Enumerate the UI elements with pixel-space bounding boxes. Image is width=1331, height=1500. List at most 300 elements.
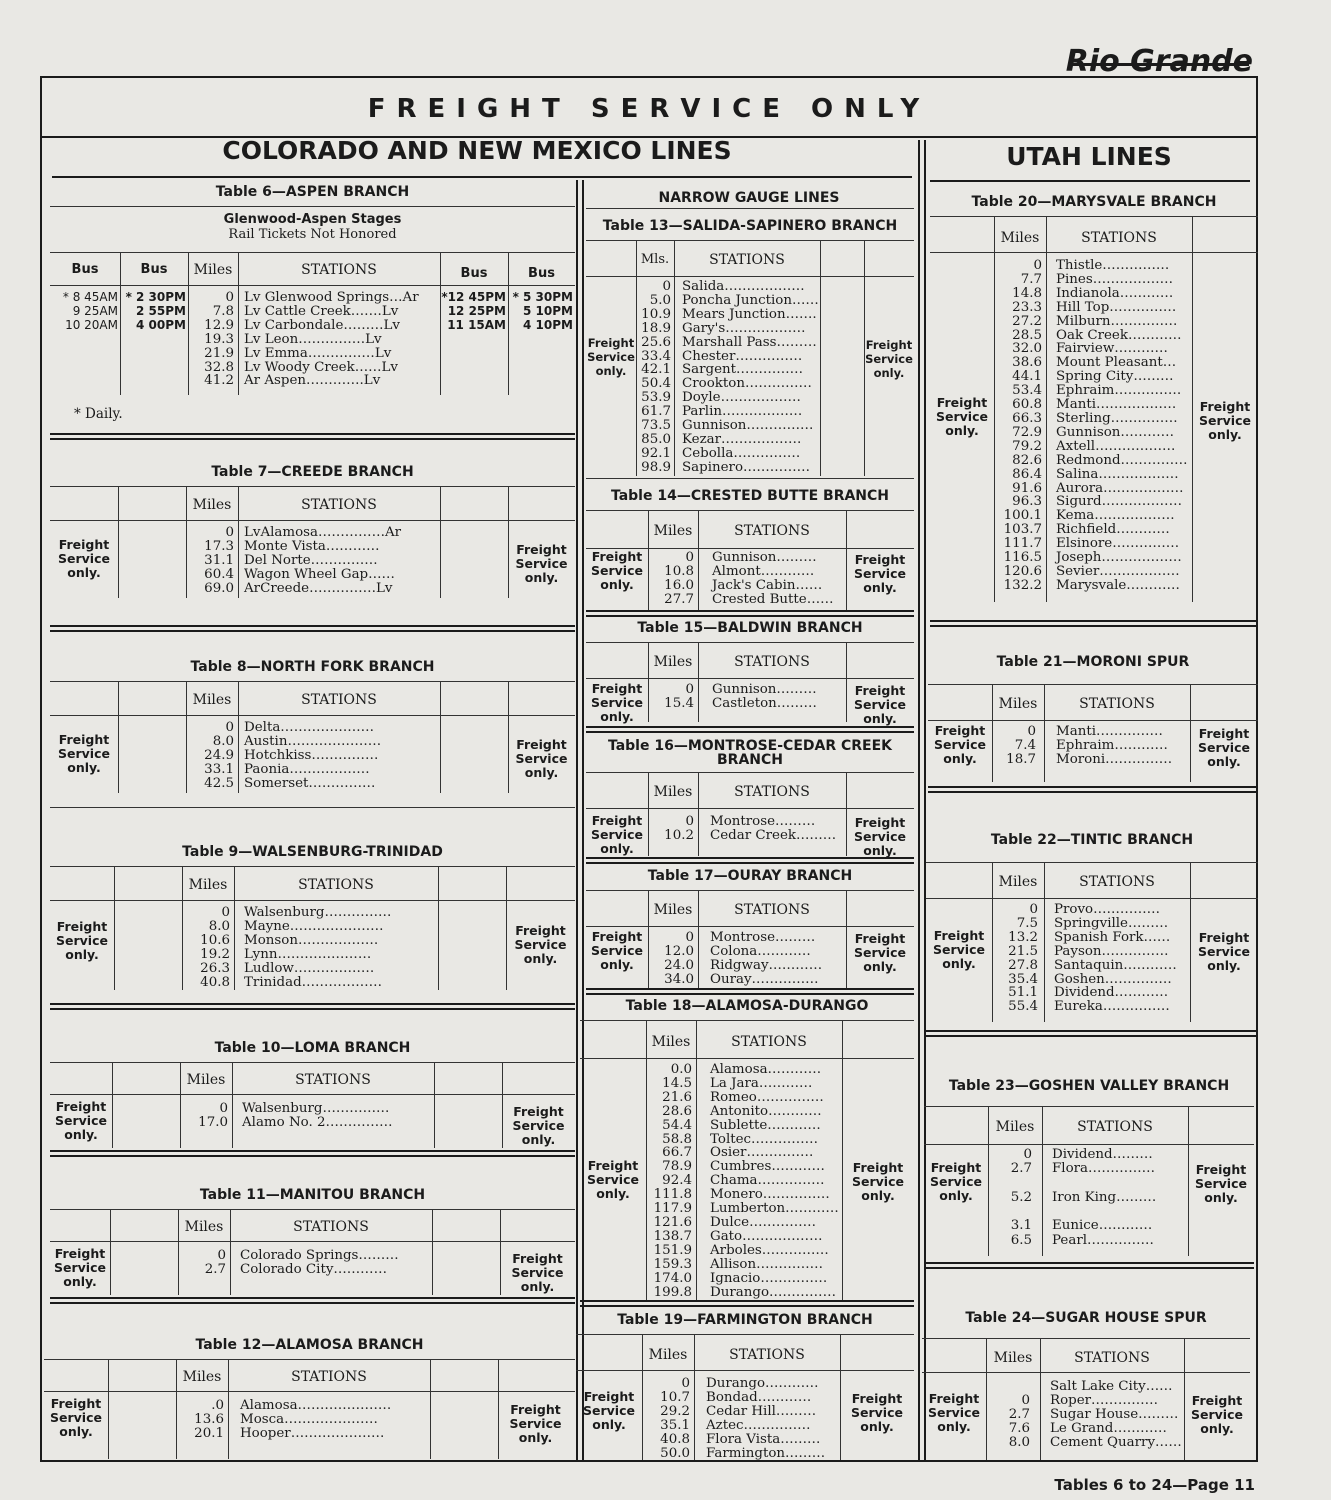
cell-text: Service (514, 937, 567, 952)
cell-text: Jack's Cabin…… (712, 577, 823, 593)
cell-text: Joseph……………… (1056, 550, 1182, 566)
miles-column (986, 1380, 1030, 1450)
cell-text: 0.0 (670, 1062, 692, 1077)
cell-text: Service (512, 1118, 565, 1133)
cell-text: Farmington……… (706, 1445, 826, 1461)
ruling-line (50, 1297, 575, 1299)
cell-text: Colona………… (710, 943, 811, 959)
cell-text: Service (933, 942, 985, 957)
miles-column (988, 1148, 1032, 1248)
cell-text: Arboles…………… (710, 1242, 829, 1258)
cell-text: only. (873, 366, 905, 380)
ruling-line (930, 216, 1258, 217)
freight-service-note (586, 814, 648, 856)
cell-text: 25.6 (641, 334, 671, 350)
cell-text: Monte Vista………… (244, 538, 380, 554)
cell-text: only. (863, 843, 897, 858)
cell-text: Roper…………… (1050, 1392, 1158, 1408)
cell-text: 0 (662, 279, 671, 294)
cell-text: 4 10PM (523, 317, 573, 332)
ruling-line (922, 1338, 1250, 1339)
ruling-line (1046, 216, 1047, 602)
column-header-stations: STATIONS (291, 1369, 367, 1385)
cell-text: Flora Vista……… (706, 1431, 821, 1447)
table-title-line-2: BRANCH (717, 752, 783, 768)
table-19-farmington-branch (576, 1310, 914, 1460)
column-header-stations: STATIONS (709, 252, 785, 268)
ruling-line (118, 486, 119, 598)
cell-text: Dividend……… (1052, 1147, 1153, 1162)
cell-text: 5 10PM (523, 303, 573, 318)
cell-text: 0 (1029, 902, 1038, 917)
table-23-goshen-valley-branch (924, 1074, 1254, 1269)
cell-text: Freight (56, 919, 108, 934)
cell-text: Sublette………… (710, 1117, 821, 1133)
cell-text: Ignacio…………… (710, 1270, 828, 1286)
table-title: Table 18—ALAMOSA-DURANGO (625, 998, 869, 1014)
cell-text: Lynn………………… (244, 946, 372, 962)
cell-text: Eureka…………… (1054, 999, 1170, 1015)
table-8-north-fork-branch (50, 655, 575, 815)
bus-times-column (50, 291, 118, 333)
table-subtitle-note: Rail Tickets Not Honored (228, 227, 397, 242)
cell-text: Ludlow……………… (244, 960, 375, 976)
stations-column (712, 551, 834, 607)
cell-text: only. (942, 956, 976, 971)
cell-text: Freight (516, 542, 567, 557)
cell-text: 117.9 (653, 1201, 692, 1217)
cell-text: Service (591, 563, 643, 578)
cell-text: Freight (1198, 930, 1250, 945)
column-header-stations: STATIONS (301, 497, 377, 513)
table-title: Table 24—SUGAR HOUSE SPUR (965, 1310, 1207, 1326)
freight-service-note (508, 543, 575, 585)
cell-text: Le Grand………… (1050, 1420, 1167, 1436)
cell-text: 72.9 (1012, 424, 1042, 440)
table-24-sugar-house-spur (922, 1306, 1250, 1461)
cell-text: Manti…………… (1056, 724, 1163, 739)
cell-text: 33.4 (641, 348, 671, 364)
miles-column (176, 1399, 224, 1441)
ruling-line (928, 684, 1258, 685)
ruling-line (50, 1003, 575, 1005)
cell-text: Wagon Wheel Gap…… (244, 566, 395, 582)
cell-text: 29.2 (660, 1403, 690, 1419)
cell-text: 0 (225, 290, 234, 305)
ruling-line (50, 681, 575, 682)
cell-text: 60.4 (204, 566, 234, 582)
cell-text: 111.8 (653, 1187, 692, 1203)
ruling-line (926, 898, 1258, 899)
ruling-line (50, 285, 575, 286)
cell-text: Freight (591, 549, 643, 564)
freight-service-note (502, 1105, 575, 1147)
ruling-line (50, 715, 575, 716)
ruling-line (924, 1144, 1254, 1145)
cell-text: Sigurd……………… (1056, 494, 1182, 510)
cell-text: 19.2 (200, 946, 230, 962)
cell-text: 8.0 (208, 918, 230, 934)
cell-text: 58.8 (662, 1131, 692, 1147)
cell-text: Freight (933, 928, 985, 943)
cell-text: Salida……………… (682, 279, 805, 294)
cell-text: * 2 30PM (125, 290, 186, 304)
cell-text: Marshall Pass……… (682, 334, 817, 350)
ruling-line (580, 1058, 914, 1059)
freight-service-note (1190, 931, 1258, 973)
cell-text: Del Norte…………… (244, 552, 378, 568)
ruling-line (438, 866, 439, 990)
column-divider (918, 140, 920, 1460)
cell-text: ArCreede……………Lv (244, 580, 393, 596)
freight-service-note (846, 816, 914, 858)
cell-text: only. (1207, 958, 1241, 973)
cell-text: 7.6 (1008, 1420, 1030, 1436)
cell-text: only. (595, 364, 627, 378)
cell-text: 60.8 (1012, 397, 1042, 413)
cell-text: Freight (591, 929, 643, 944)
cell-text: only. (65, 947, 99, 962)
cell-text: 18.7 (1006, 751, 1036, 767)
cell-text: Kema……………… (1056, 508, 1175, 524)
cell-text: Freight (854, 552, 906, 567)
cell-text: Santaquin………… (1054, 957, 1177, 973)
cell-text: 111.7 (1003, 536, 1042, 552)
cell-text: 53.9 (641, 390, 671, 406)
cell-text: Service (58, 551, 110, 566)
divider (930, 180, 1250, 182)
freight-service-note (926, 929, 992, 971)
cell-text: 18.9 (641, 320, 671, 336)
cell-text: Freight (513, 1104, 564, 1119)
cell-text: Sevier……………… (1056, 563, 1180, 579)
cell-text: Freight (851, 1391, 903, 1406)
table-title: Table 23—GOSHEN VALLEY BRANCH (948, 1078, 1230, 1094)
cell-text: Chester…………… (682, 348, 803, 364)
cell-text: 13.6 (194, 1411, 224, 1427)
cell-text: Almont………… (712, 563, 815, 579)
cell-text: Freight (854, 931, 906, 946)
column-divider (576, 180, 578, 1460)
table-16-montrose-cedar-creek-branch (586, 734, 914, 859)
cell-text: 12 25PM (447, 303, 506, 318)
ruling-line (44, 1359, 575, 1360)
cell-text: 66.7 (662, 1145, 692, 1161)
cell-text: Service (851, 1405, 903, 1420)
column-header-miles: Miles (995, 1119, 1035, 1135)
cell-text: 17.0 (198, 1114, 228, 1130)
cell-text: Elsinore…………… (1056, 536, 1180, 552)
cell-text: 28.6 (662, 1103, 692, 1119)
cell-text: 92.4 (662, 1173, 692, 1189)
cell-text: 0 (1021, 1393, 1030, 1408)
table-title: Table 8—NORTH FORK BRANCH (190, 659, 435, 675)
table-title: Table 13—SALIDA-SAPINERO BRANCH (602, 218, 898, 234)
cell-text: 100.1 (1003, 508, 1042, 524)
miles-column (636, 280, 671, 475)
ruling-line (50, 433, 575, 435)
cell-text: Sugar House……… (1050, 1406, 1179, 1422)
cell-text: Freight (58, 537, 110, 552)
miles-column (648, 683, 694, 711)
cell-text: only. (860, 1419, 894, 1434)
cell-text: 0 (685, 682, 694, 697)
cell-text: 14.5 (662, 1075, 692, 1091)
cell-text: Chama…………… (710, 1173, 825, 1189)
cell-text: Freight (583, 1389, 635, 1404)
cell-text: Cebolla…………… (682, 445, 801, 461)
freight-service-note (508, 738, 575, 780)
cell-text: Kezar……………… (682, 431, 802, 447)
miles-column (180, 1102, 228, 1130)
column-header-miles: Miles (188, 877, 228, 893)
cell-text: 132.2 (1003, 577, 1042, 593)
ruling-line (108, 1359, 109, 1459)
ruling-line (586, 726, 914, 728)
cell-text: 42.5 (204, 775, 234, 791)
ruling-line (586, 926, 914, 927)
cell-text: 0 (1027, 724, 1036, 739)
cell-text: 0 (219, 1101, 228, 1116)
cell-text: Service (1198, 944, 1250, 959)
stations-column (240, 1249, 399, 1277)
cell-text: Service (55, 1113, 107, 1128)
ruling-line (586, 808, 914, 809)
ruling-line (586, 642, 914, 643)
cell-text: Gunnison……… (712, 682, 817, 697)
freight-service-note (1190, 727, 1258, 769)
ruling-line (674, 240, 675, 476)
cell-text: Axtell……………… (1056, 438, 1176, 454)
column-header-stations: STATIONS (734, 902, 810, 918)
bus-times-column (508, 291, 573, 333)
cell-text: 10.8 (664, 563, 694, 579)
cell-text: Lv Leon……………Lv (244, 331, 382, 347)
stations-column (710, 1063, 839, 1299)
stations-column (682, 280, 819, 475)
cell-text: 27.7 (664, 591, 694, 607)
cell-text: only. (600, 841, 634, 856)
cell-text: Walsenburg…………… (244, 905, 392, 920)
cell-text: 53.4 (1012, 383, 1042, 399)
column-header-stations: STATIONS (731, 1034, 807, 1050)
cell-text (1052, 1177, 1156, 1191)
cell-text: Freight (587, 336, 635, 350)
cell-text: 10.6 (200, 932, 230, 948)
miles-column (994, 259, 1042, 593)
ruling-line (576, 1334, 914, 1335)
cell-text: Gato……………… (710, 1228, 823, 1244)
cell-text: 2.7 (1008, 1406, 1030, 1422)
cell-text: Flora…………… (1052, 1161, 1155, 1177)
ruling-line (50, 1209, 575, 1210)
cell-text: Toltec…………… (710, 1131, 818, 1147)
cell-text: Freight (865, 338, 913, 352)
cell-text: Payson…………… (1054, 943, 1169, 959)
cell-text: 7.5 (1016, 915, 1038, 931)
stations-column (710, 931, 822, 987)
freight-service-note (1192, 400, 1258, 442)
region-title-colorado: COLORADO AND NEW MEXICO LINES (222, 136, 732, 165)
cell-text: Parlin……………… (682, 404, 803, 420)
freight-service-note (846, 553, 914, 595)
cell-text: Alamo No. 2…………… (242, 1114, 393, 1130)
cell-text: Freight (1198, 726, 1250, 741)
column-header-stations: STATIONS (293, 1219, 369, 1235)
stations-column (244, 291, 419, 388)
cell-text: 5.2 (1010, 1189, 1032, 1205)
cell-text: Lv Carbondale………Lv (244, 317, 400, 333)
ruling-line (820, 240, 821, 476)
cell-text: 12.0 (664, 943, 694, 959)
cell-text: 159.3 (653, 1256, 692, 1272)
table-title: Table 6—ASPEN BRANCH (215, 184, 410, 200)
cell-text: Spanish Fork…… (1054, 929, 1171, 945)
cell-text: Gunnison……… (712, 550, 817, 565)
stations-column (1054, 903, 1177, 1014)
cell-text: only. (1208, 427, 1242, 442)
cell-text: 0 (221, 905, 230, 920)
ruling-line (928, 786, 1258, 788)
cell-text: Hooper………………… (240, 1425, 385, 1441)
cell-text: only. (520, 1279, 555, 1294)
ruling-line (586, 610, 914, 612)
ruling-line (110, 1209, 111, 1295)
stations-column (244, 906, 391, 989)
ruling-line (50, 1241, 575, 1242)
cell-text: 103.7 (1003, 522, 1042, 538)
cell-text: Monson……………… (244, 932, 379, 948)
ruling-line (50, 206, 575, 207)
ruling-line (586, 208, 914, 209)
cell-text: Sargent…………… (682, 362, 804, 378)
freight-service-note (576, 1390, 642, 1432)
cell-text: only. (600, 957, 634, 972)
cell-text: Eunice………… (1052, 1218, 1153, 1234)
column-header-bus: Bus (71, 262, 99, 277)
cell-text: Service (54, 1260, 106, 1275)
freight-service-note (924, 1161, 988, 1203)
cell-text: Colorado Springs……… (240, 1248, 399, 1263)
column-header-stations: STATIONS (734, 784, 810, 800)
cell-text: Castleton……… (712, 695, 817, 711)
cell-text: 7.8 (212, 303, 234, 319)
cell-text: Freight (928, 1391, 980, 1406)
ruling-line (50, 866, 575, 867)
cell-text: only. (521, 1132, 556, 1147)
cell-text: 69.0 (204, 580, 234, 596)
freight-service-note (506, 924, 575, 966)
cell-text: Montrose……… (710, 930, 816, 945)
table-title: Table 16—MONTROSE-CEDAR CREEK (607, 738, 893, 754)
cell-text: Mosca………………… (240, 1411, 378, 1427)
cell-text: 31.1 (204, 552, 234, 568)
cell-text: only. (592, 1417, 626, 1432)
ruling-line (432, 1209, 433, 1295)
cell-text: Lumberton………… (710, 1201, 839, 1217)
cell-text: 24.0 (664, 957, 694, 973)
column-header-miles: Miles (653, 523, 693, 539)
freight-service-note (44, 1397, 108, 1439)
column-header-miles: Miles (184, 1219, 224, 1235)
column-header-miles: Miles (653, 784, 693, 800)
cell-text: Salina……………… (1056, 466, 1179, 482)
cell-text: Delta………………… (244, 720, 375, 735)
column-header-miles: Mls. (640, 252, 670, 267)
stations-column (706, 1377, 825, 1460)
cell-text: 2.7 (204, 1261, 226, 1277)
column-header-miles: Miles (186, 1072, 226, 1088)
ruling-line (926, 1030, 1258, 1032)
cell-text: only. (937, 1419, 971, 1434)
ruling-line (440, 486, 441, 598)
cell-text: Cumbres………… (710, 1159, 825, 1175)
cell-text: Service (587, 1172, 639, 1187)
table-7-creede-branch (50, 460, 575, 630)
cell-text: 2 55PM (136, 303, 186, 318)
column-header-stations: STATIONS (301, 262, 377, 278)
cell-text: 27.2 (1012, 313, 1042, 329)
freight-service-note (580, 1159, 646, 1201)
cell-text: 50.0 (660, 1445, 690, 1461)
cell-text: Poncha Junction…… (682, 292, 819, 308)
table-11-manitou-branch (50, 1183, 575, 1303)
cell-text: Service (509, 1416, 562, 1431)
cell-text: 32.8 (204, 359, 234, 375)
cell-text: 0 (685, 930, 694, 945)
ruling-line (50, 486, 575, 487)
ruling-line (696, 1020, 697, 1300)
column-header-miles: Miles (653, 902, 693, 918)
cell-text: 85.0 (641, 431, 671, 447)
ruling-line (586, 510, 914, 511)
cell-text: Service (587, 350, 635, 364)
cell-text: 8.0 (212, 733, 234, 749)
cell-text: 0 (685, 814, 694, 829)
freight-service-note (846, 684, 914, 726)
ruling-line (586, 478, 914, 479)
cell-text: Iron King……… (1052, 1189, 1157, 1205)
cell-text: Romeo…………… (710, 1089, 824, 1105)
column-header-stations: STATIONS (729, 1347, 805, 1363)
cell-text: 10.9 (641, 306, 671, 322)
cell-text: 91.6 (1012, 480, 1042, 496)
cell-text: 121.6 (653, 1214, 692, 1230)
footnote: * Daily. (74, 406, 123, 422)
freight-service-note (50, 733, 118, 775)
cell-text: only. (523, 951, 558, 966)
cell-text: only. (863, 711, 897, 726)
cell-text: Colorado City………… (240, 1261, 387, 1277)
miles-column (188, 291, 234, 388)
ruling-line (924, 1106, 1254, 1107)
column-header-stations: STATIONS (1074, 1350, 1150, 1366)
cell-text: 21.6 (662, 1089, 692, 1105)
column-header-stations: STATIONS (1079, 696, 1155, 712)
cell-text: Somerset…………… (244, 775, 376, 791)
cell-text: Freight (54, 1246, 106, 1261)
cell-text: Mears Junction……. (682, 306, 817, 322)
cell-text: 116.5 (1003, 550, 1042, 566)
table-title: Table 15—BALDWIN BRANCH (637, 620, 863, 636)
cell-text: 0 (1033, 258, 1042, 273)
ruling-line (586, 988, 914, 990)
cell-text: Service (1195, 1176, 1247, 1191)
miles-column (186, 721, 234, 791)
cell-text: Moroni…………… (1056, 751, 1173, 767)
table-title: Table 20—MARYSVALE BRANCH (971, 194, 1217, 210)
table-title: Table 22—TINTIC BRANCH (990, 832, 1194, 848)
